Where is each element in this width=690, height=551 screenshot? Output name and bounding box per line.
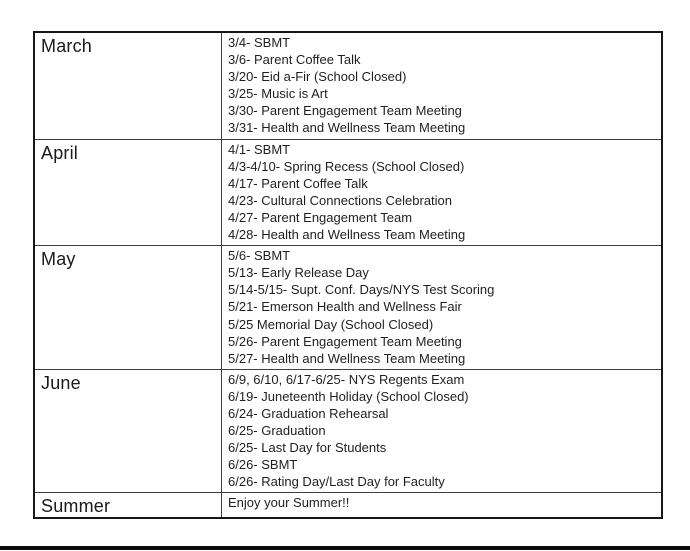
event-line: 5/13- Early Release Day [228,265,369,281]
events-cell-march [222,32,663,139]
event-line: 5/6- SBMT [228,248,291,264]
calendar-row-june [34,369,662,493]
event-line: 5/27- Health and Wellness Team Meeting [228,350,466,366]
month-label-may: May [34,246,222,370]
event-line: 3/30- Parent Engagement Team Meeting [228,103,462,119]
calendar-row-summer [34,493,662,519]
event-line: 6/26- SBMT [228,457,298,473]
event-line: 6/26- Rating Day/Last Day for Faculty [228,474,445,490]
event-line: 3/6- Parent Coffee Talk [228,52,361,68]
event-line: 6/25- Last Day for Students [228,440,387,456]
calendar-row-may [34,246,662,370]
event-line: Enjoy your Summer!! [228,495,350,511]
event-line: 5/21- Emerson Health and Wellness Fair [228,299,462,315]
event-line: 4/23- Cultural Connections Celebration [228,192,453,208]
footer-divider [0,546,690,550]
event-line: 4/17- Parent Coffee Talk [228,175,368,191]
event-line: 3/25- Music is Art [228,86,328,102]
event-line: 6/19- Juneteenth Holiday (School Closed) [228,388,469,404]
events-cell-may [222,246,663,370]
event-line: 4/1- SBMT [228,141,291,157]
month-label-summer: Summer [34,493,222,519]
event-line: 6/25- Graduation [228,423,326,439]
event-line: 3/20- Eid a-Fir (School Closed) [228,69,407,85]
month-label-april: April [34,139,222,246]
event-line: 6/24- Graduation Rehearsal [228,405,389,421]
event-line: 6/9, 6/10, 6/17-6/25- NYS Regents Exam [228,371,465,387]
event-line: 5/25 Memorial Day (School Closed) [228,316,434,332]
calendar-row-april [34,139,662,246]
event-line: 4/28- Health and Wellness Team Meeting [228,227,466,243]
month-label-june: June [34,369,222,493]
event-line: 4/3-4/10- Spring Recess (School Closed) [228,158,465,174]
event-line: 3/31- Health and Wellness Team Meeting [228,120,466,136]
calendar-table [33,31,663,519]
event-line: 4/27- Parent Engagement Team [228,209,413,225]
events-cell-june [222,369,663,493]
calendar-row-march [34,32,662,139]
event-line: 5/26- Parent Engagement Team Meeting [228,333,462,349]
month-label-march: March [34,32,222,139]
events-cell-april [222,139,663,246]
event-line: 5/14-5/15- Supt. Conf. Days/NYS Test Scoring [228,282,495,298]
event-line: 3/4- SBMT [228,35,291,50]
events-cell-summer [222,493,663,519]
